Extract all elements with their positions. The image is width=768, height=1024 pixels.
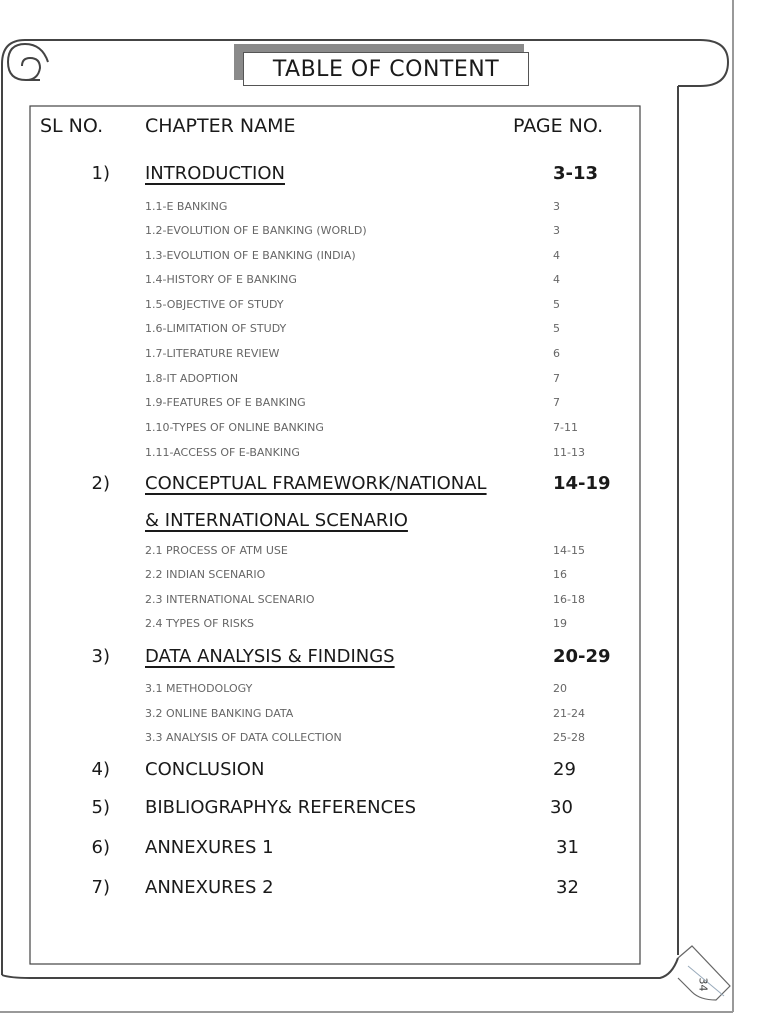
chapter-title: ANNEXURES 2 (145, 877, 274, 898)
chapter-pages: 29 (553, 759, 576, 780)
chapter-number: 6) (91, 837, 110, 858)
section-page: 7 (553, 396, 560, 409)
section-title: 1.4-HISTORY OF E BANKING (145, 273, 297, 286)
chapter-pages: 3-13 (553, 163, 599, 184)
section-title: 2.4 TYPES OF RISKS (145, 617, 255, 630)
page-number: 34 (696, 977, 710, 992)
section-title: 1.5-OBJECTIVE OF STUDY (145, 298, 284, 311)
section-page: 4 (553, 249, 560, 262)
page-title: TABLE OF CONTENT (243, 52, 529, 86)
chapter-title: CONCLUSION (145, 759, 265, 780)
chapter-title: BIBLIOGRAPHY& REFERENCES (145, 797, 417, 818)
section-title: 3.1 METHODOLOGY (145, 682, 253, 695)
chapter-pages: 30 (550, 797, 573, 818)
section-page: 7 (553, 372, 560, 385)
chapter-title: INTRODUCTION (145, 163, 285, 184)
chapter-number: 2) (91, 473, 110, 494)
section-title: 1.11-ACCESS OF E-BANKING (145, 446, 300, 459)
chapter-pages: 32 (556, 877, 579, 898)
section-page: 5 (553, 322, 560, 335)
column-header-chapter-name: CHAPTER NAME (145, 115, 296, 137)
section-title: 2.3 INTERNATIONAL SCENARIO (145, 593, 315, 606)
section-title: 1.8-IT ADOPTION (145, 372, 239, 385)
section-page: 4 (553, 273, 560, 286)
chapter-title: CONCEPTUAL FRAMEWORK/NATIONAL (145, 473, 487, 494)
section-page: 5 (553, 298, 560, 311)
chapter-number: 3) (91, 646, 110, 667)
section-title: 1.7-LITERATURE REVIEW (145, 347, 280, 360)
section-page: 11-13 (553, 446, 585, 459)
section-title: 1.6-LIMITATION OF STUDY (145, 322, 287, 335)
section-page: 16-18 (553, 593, 585, 606)
section-title: 1.9-FEATURES OF E BANKING (145, 396, 306, 409)
section-title: 3.3 ANALYSIS OF DATA COLLECTION (145, 731, 342, 744)
chapter-number: 5) (91, 797, 110, 818)
column-header-sl-no: SL NO. (40, 115, 104, 137)
section-page: 21-24 (553, 707, 585, 720)
section-title: 2.2 INDIAN SCENARIO (145, 568, 266, 581)
section-page: 3 (553, 200, 560, 213)
section-title: 3.2 ONLINE BANKING DATA (145, 707, 294, 720)
chapter-number: 1) (91, 163, 110, 184)
section-page: 16 (553, 568, 567, 581)
section-page: 19 (553, 617, 567, 630)
section-title: 1.1-E BANKING (145, 200, 228, 213)
chapter-title: ANNEXURES 1 (145, 837, 274, 858)
section-page: 6 (553, 347, 560, 360)
section-page: 20 (553, 682, 567, 695)
section-title: 1.2-EVOLUTION OF E BANKING (WORLD) (145, 224, 367, 237)
chapter-pages: 14-19 (553, 473, 611, 494)
chapter-number: 4) (91, 759, 110, 780)
section-page: 7-11 (553, 421, 578, 434)
chapter-title: DATA ANALYSIS & FINDINGS (145, 646, 395, 667)
section-title: 2.1 PROCESS OF ATM USE (145, 544, 288, 557)
section-page: 14-15 (553, 544, 585, 557)
section-title: 1.3-EVOLUTION OF E BANKING (INDIA) (145, 249, 356, 262)
chapter-pages: 31 (556, 837, 579, 858)
chapter-pages: 20-29 (553, 646, 611, 667)
section-title: 1.10-TYPES OF ONLINE BANKING (145, 421, 324, 434)
chapter-title-continued: & INTERNATIONAL SCENARIO (145, 510, 408, 531)
section-page: 3 (553, 224, 560, 237)
chapter-number: 7) (91, 877, 110, 898)
column-header-page-no: PAGE NO. (513, 115, 604, 137)
section-page: 25-28 (553, 731, 585, 744)
